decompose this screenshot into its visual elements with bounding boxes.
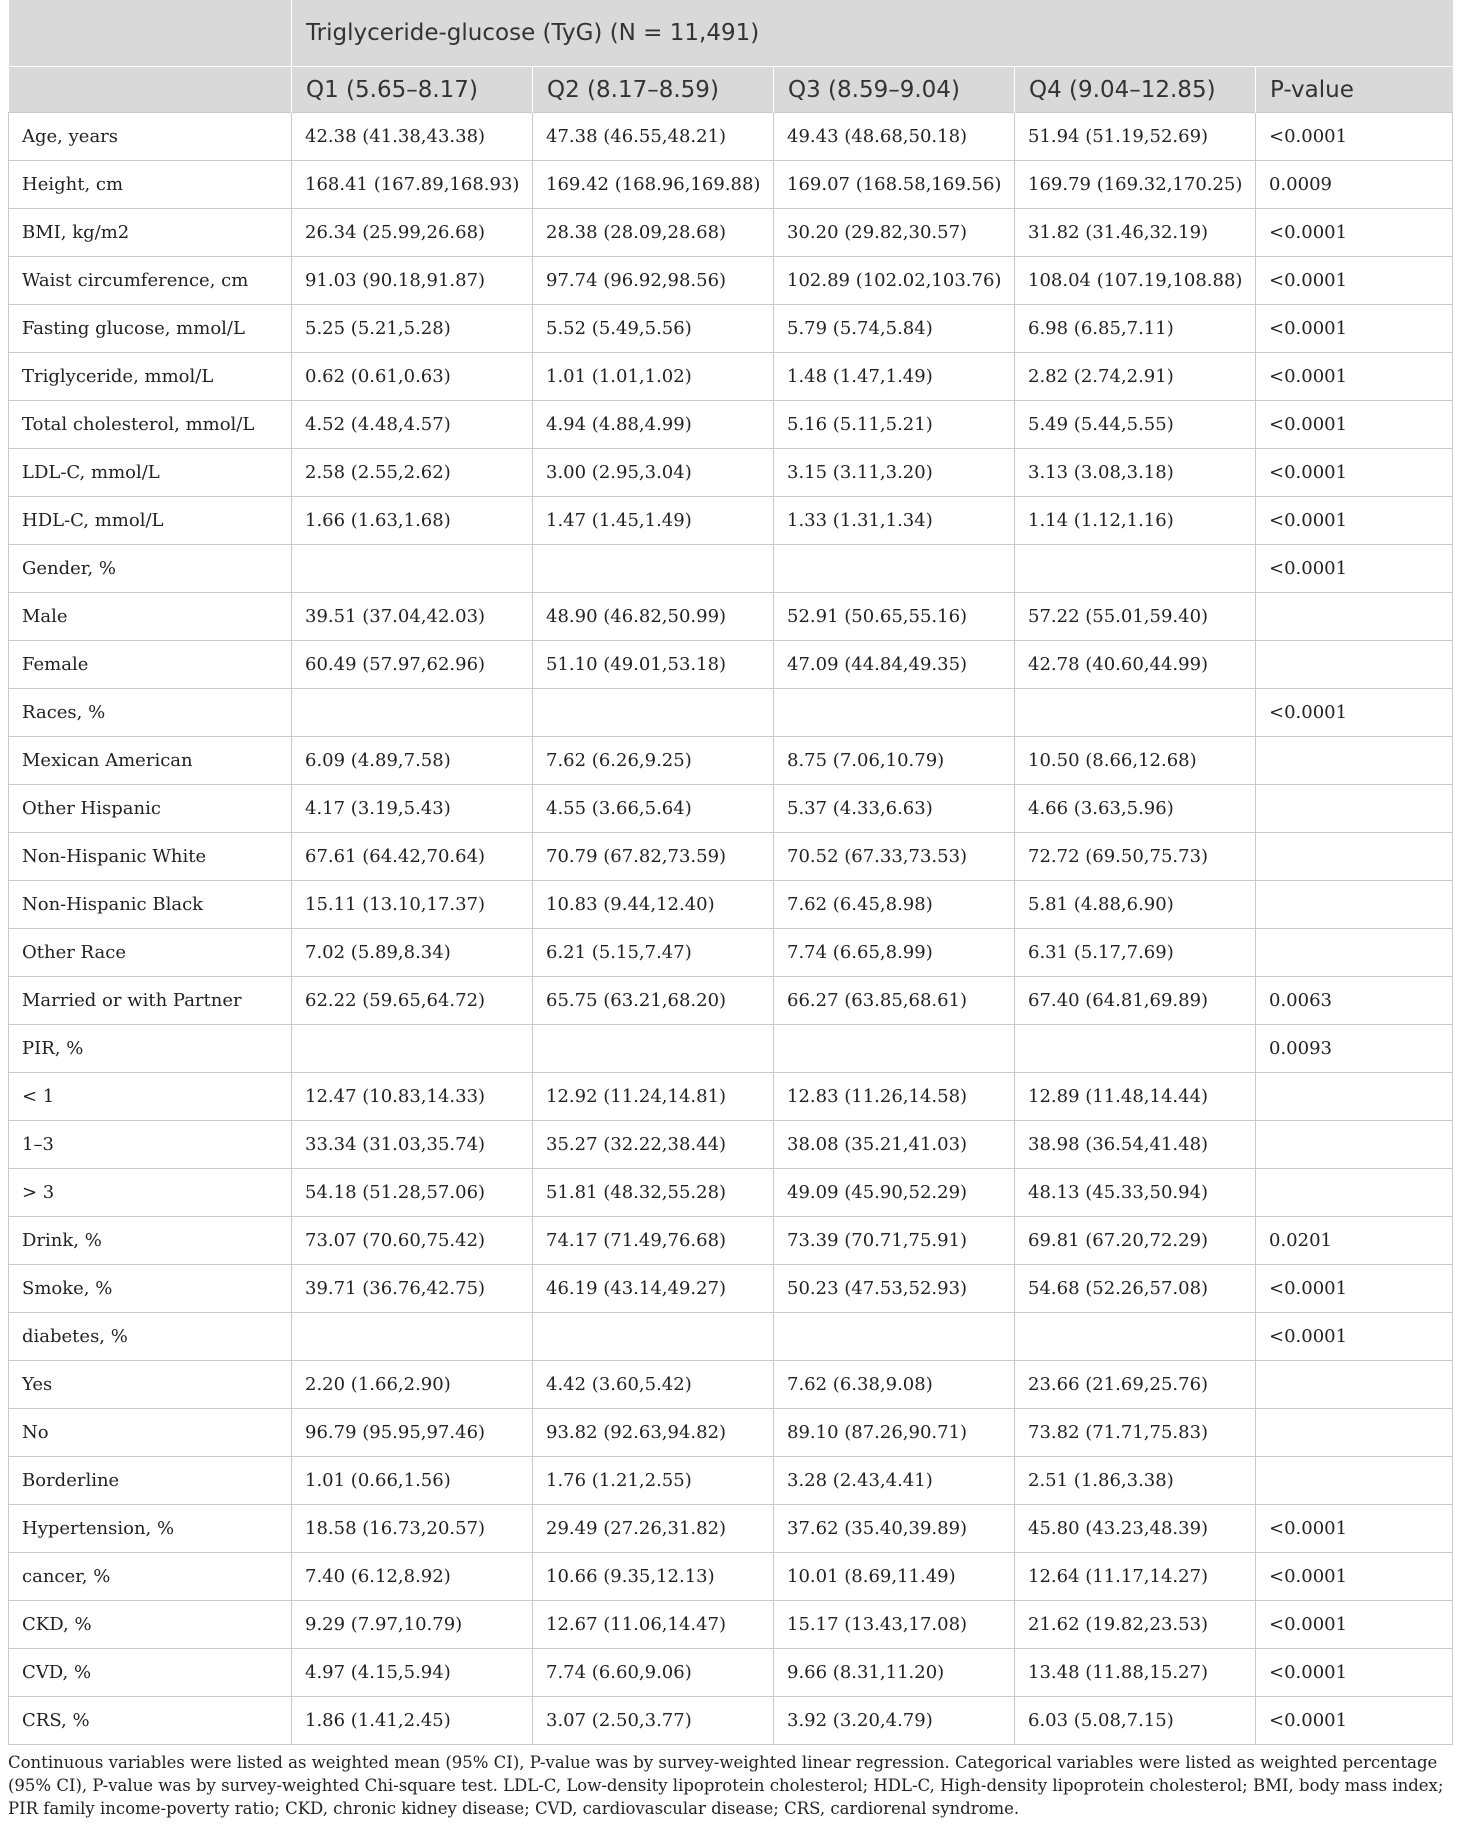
table-row — [9, 449, 1453, 497]
cell-q3: 7.62 (6.45,8.98) — [774, 881, 1015, 929]
cell-q3 — [774, 1025, 1015, 1073]
cell-q2: 4.94 (4.88,4.99) — [533, 401, 774, 449]
cell-q1: 7.02 (5.89,8.34) — [292, 929, 533, 977]
cell-q4: 5.49 (5.44,5.55) — [1015, 401, 1256, 449]
row-label: Yes — [9, 1361, 292, 1409]
group-header: Triglyceride-glucose (TyG) (N = 11,491) — [292, 0, 1453, 67]
row-label: Races, % — [9, 689, 292, 737]
cell-q3: 89.10 (87.26,90.71) — [774, 1409, 1015, 1457]
table-row — [9, 689, 1453, 737]
row-label: cancer, % — [9, 1553, 292, 1601]
cell-q3: 47.09 (44.84,49.35) — [774, 641, 1015, 689]
cell-p-value: <0.0001 — [1256, 401, 1453, 449]
row-label: HDL-C, mmol/L — [9, 497, 292, 545]
table-row — [9, 497, 1453, 545]
table-row — [9, 305, 1453, 353]
cell-q2: 46.19 (43.14,49.27) — [533, 1265, 774, 1313]
cell-q3: 70.52 (67.33,73.53) — [774, 833, 1015, 881]
cell-q4: 6.98 (6.85,7.11) — [1015, 305, 1256, 353]
cell-p-value: <0.0001 — [1256, 1697, 1453, 1745]
cell-q3: 5.16 (5.11,5.21) — [774, 401, 1015, 449]
cell-q2: 3.00 (2.95,3.04) — [533, 449, 774, 497]
row-label: Hypertension, % — [9, 1505, 292, 1553]
column-header-p-value: P-value — [1256, 67, 1453, 113]
row-label: Waist circumference, cm — [9, 257, 292, 305]
table-row — [9, 737, 1453, 785]
cell-q1: 62.22 (59.65,64.72) — [292, 977, 533, 1025]
table-row — [9, 1601, 1453, 1649]
cell-q4: 4.66 (3.63,5.96) — [1015, 785, 1256, 833]
cell-p-value — [1256, 929, 1453, 977]
cell-p-value — [1256, 1409, 1453, 1457]
cell-q2: 70.79 (67.82,73.59) — [533, 833, 774, 881]
row-label: CVD, % — [9, 1649, 292, 1697]
cell-q1: 4.97 (4.15,5.94) — [292, 1649, 533, 1697]
cell-q1: 54.18 (51.28,57.06) — [292, 1169, 533, 1217]
cell-q1: 15.11 (13.10,17.37) — [292, 881, 533, 929]
table-row — [9, 1073, 1453, 1121]
cell-q1: 1.86 (1.41,2.45) — [292, 1697, 533, 1745]
cell-q3: 49.43 (48.68,50.18) — [774, 113, 1015, 161]
table-row — [9, 1697, 1453, 1745]
cell-q1: 1.66 (1.63,1.68) — [292, 497, 533, 545]
row-label: Fasting glucose, mmol/L — [9, 305, 292, 353]
cell-q3: 3.28 (2.43,4.41) — [774, 1457, 1015, 1505]
row-label: Gender, % — [9, 545, 292, 593]
table-row — [9, 977, 1453, 1025]
cell-q3: 15.17 (13.43,17.08) — [774, 1601, 1015, 1649]
row-label: 1–3 — [9, 1121, 292, 1169]
cell-q4: 13.48 (11.88,15.27) — [1015, 1649, 1256, 1697]
table-row — [9, 401, 1453, 449]
cell-q2: 74.17 (71.49,76.68) — [533, 1217, 774, 1265]
cell-q3: 1.33 (1.31,1.34) — [774, 497, 1015, 545]
row-label: < 1 — [9, 1073, 292, 1121]
cell-q2 — [533, 689, 774, 737]
table-row — [9, 929, 1453, 977]
cell-q3: 7.62 (6.38,9.08) — [774, 1361, 1015, 1409]
cell-q4: 108.04 (107.19,108.88) — [1015, 257, 1256, 305]
cell-q4 — [1015, 1025, 1256, 1073]
cell-q2: 12.92 (11.24,14.81) — [533, 1073, 774, 1121]
column-header-row — [9, 67, 1453, 113]
cell-q4: 2.82 (2.74,2.91) — [1015, 353, 1256, 401]
row-label: Non-Hispanic Black — [9, 881, 292, 929]
table-footnote: Continuous variables were listed as weighted mean (95% CI), P-value was by survey-weighted linear regression. Categorical variables were listed as weighted percentage (95% CI), P-value was by survey-weighted Chi-square test. LDL-C, Low-density lipoprotein cholesterol; HDL-C, High-density lipoprotein cholesterol; BMI, body mass index; PIR family income-poverty ratio; CKD, chronic kidney disease; CVD, cardiovascular disease; CRS, cardiorenal syndrome. — [8, 1753, 1444, 1818]
cell-q1: 67.61 (64.42,70.64) — [292, 833, 533, 881]
cell-q1: 39.51 (37.04,42.03) — [292, 593, 533, 641]
cell-q2: 48.90 (46.82,50.99) — [533, 593, 774, 641]
cell-p-value: <0.0001 — [1256, 113, 1453, 161]
cell-q4: 51.94 (51.19,52.69) — [1015, 113, 1256, 161]
header-blank-cell — [9, 67, 292, 113]
cell-q1: 2.58 (2.55,2.62) — [292, 449, 533, 497]
cell-q1: 4.52 (4.48,4.57) — [292, 401, 533, 449]
cell-q2: 35.27 (32.22,38.44) — [533, 1121, 774, 1169]
cell-q4: 6.03 (5.08,7.15) — [1015, 1697, 1256, 1745]
cell-q1: 9.29 (7.97,10.79) — [292, 1601, 533, 1649]
cell-q2: 7.74 (6.60,9.06) — [533, 1649, 774, 1697]
table-row — [9, 641, 1453, 689]
row-label: BMI, kg/m2 — [9, 209, 292, 257]
cell-q2: 47.38 (46.55,48.21) — [533, 113, 774, 161]
cell-q1: 18.58 (16.73,20.57) — [292, 1505, 533, 1553]
row-label: diabetes, % — [9, 1313, 292, 1361]
cell-p-value: <0.0001 — [1256, 1601, 1453, 1649]
table-row — [9, 1553, 1453, 1601]
table-row — [9, 1361, 1453, 1409]
cell-p-value — [1256, 785, 1453, 833]
cell-q3: 7.74 (6.65,8.99) — [774, 929, 1015, 977]
cell-q3: 73.39 (70.71,75.91) — [774, 1217, 1015, 1265]
cell-q2: 4.42 (3.60,5.42) — [533, 1361, 774, 1409]
cell-q3: 52.91 (50.65,55.16) — [774, 593, 1015, 641]
cell-p-value: <0.0001 — [1256, 209, 1453, 257]
cell-p-value: 0.0009 — [1256, 161, 1453, 209]
row-label: Triglyceride, mmol/L — [9, 353, 292, 401]
cell-q4: 38.98 (36.54,41.48) — [1015, 1121, 1256, 1169]
table-row — [9, 1409, 1453, 1457]
table-row — [9, 257, 1453, 305]
cell-p-value: 0.0093 — [1256, 1025, 1453, 1073]
row-label: Drink, % — [9, 1217, 292, 1265]
cell-p-value: <0.0001 — [1256, 257, 1453, 305]
cell-q2: 6.21 (5.15,7.47) — [533, 929, 774, 977]
cell-q3: 12.83 (11.26,14.58) — [774, 1073, 1015, 1121]
cell-q3: 5.79 (5.74,5.84) — [774, 305, 1015, 353]
cell-q4: 169.79 (169.32,170.25) — [1015, 161, 1256, 209]
cell-q1: 96.79 (95.95,97.46) — [292, 1409, 533, 1457]
table-row — [9, 113, 1453, 161]
cell-q4: 31.82 (31.46,32.19) — [1015, 209, 1256, 257]
cell-q3: 10.01 (8.69,11.49) — [774, 1553, 1015, 1601]
cell-q2: 51.81 (48.32,55.28) — [533, 1169, 774, 1217]
cell-q2: 10.83 (9.44,12.40) — [533, 881, 774, 929]
cell-q4: 23.66 (21.69,25.76) — [1015, 1361, 1256, 1409]
cell-q4: 10.50 (8.66,12.68) — [1015, 737, 1256, 785]
cell-p-value: 0.0063 — [1256, 977, 1453, 1025]
row-label: Height, cm — [9, 161, 292, 209]
table-container — [8, 0, 1452, 1820]
cell-q4: 54.68 (52.26,57.08) — [1015, 1265, 1256, 1313]
cell-q4: 57.22 (55.01,59.40) — [1015, 593, 1256, 641]
row-label: Female — [9, 641, 292, 689]
cell-q1: 5.25 (5.21,5.28) — [292, 305, 533, 353]
cell-p-value — [1256, 737, 1453, 785]
row-label: Other Race — [9, 929, 292, 977]
cell-q2: 4.55 (3.66,5.64) — [533, 785, 774, 833]
cell-q1: 7.40 (6.12,8.92) — [292, 1553, 533, 1601]
cell-q4: 3.13 (3.08,3.18) — [1015, 449, 1256, 497]
table-row — [9, 1169, 1453, 1217]
cell-p-value: <0.0001 — [1256, 1649, 1453, 1697]
table-row — [9, 785, 1453, 833]
cell-q2: 93.82 (92.63,94.82) — [533, 1409, 774, 1457]
table-row — [9, 1505, 1453, 1553]
cell-q1: 42.38 (41.38,43.38) — [292, 113, 533, 161]
row-label: CKD, % — [9, 1601, 292, 1649]
cell-q3: 3.15 (3.11,3.20) — [774, 449, 1015, 497]
cell-p-value: 0.0201 — [1256, 1217, 1453, 1265]
cell-q1: 26.34 (25.99,26.68) — [292, 209, 533, 257]
cell-p-value — [1256, 1361, 1453, 1409]
cell-q4: 21.62 (19.82,23.53) — [1015, 1601, 1256, 1649]
cell-q2: 29.49 (27.26,31.82) — [533, 1505, 774, 1553]
row-label: Mexican American — [9, 737, 292, 785]
cell-p-value: <0.0001 — [1256, 1313, 1453, 1361]
header-blank-cell — [9, 0, 292, 67]
table-row — [9, 1025, 1453, 1073]
cell-p-value — [1256, 1457, 1453, 1505]
row-label: Borderline — [9, 1457, 292, 1505]
cell-q4: 12.89 (11.48,14.44) — [1015, 1073, 1256, 1121]
cell-q4: 73.82 (71.71,75.83) — [1015, 1409, 1256, 1457]
cell-q1 — [292, 1025, 533, 1073]
cell-q1: 12.47 (10.83,14.33) — [292, 1073, 533, 1121]
cell-q1: 1.01 (0.66,1.56) — [292, 1457, 533, 1505]
cell-q2: 65.75 (63.21,68.20) — [533, 977, 774, 1025]
cell-q2: 7.62 (6.26,9.25) — [533, 737, 774, 785]
row-label: Other Hispanic — [9, 785, 292, 833]
cell-q1 — [292, 689, 533, 737]
cell-q3: 37.62 (35.40,39.89) — [774, 1505, 1015, 1553]
table-row — [9, 353, 1453, 401]
cell-q2: 1.01 (1.01,1.02) — [533, 353, 774, 401]
cell-q4: 2.51 (1.86,3.38) — [1015, 1457, 1256, 1505]
cell-q3 — [774, 1313, 1015, 1361]
row-label: CRS, % — [9, 1697, 292, 1745]
cell-q1: 39.71 (36.76,42.75) — [292, 1265, 533, 1313]
cell-q4 — [1015, 1313, 1256, 1361]
cell-q4: 12.64 (11.17,14.27) — [1015, 1553, 1256, 1601]
cell-q3: 9.66 (8.31,11.20) — [774, 1649, 1015, 1697]
cell-q1: 73.07 (70.60,75.42) — [292, 1217, 533, 1265]
cell-p-value — [1256, 1169, 1453, 1217]
table-row — [9, 161, 1453, 209]
cell-q2: 3.07 (2.50,3.77) — [533, 1697, 774, 1745]
column-header-q3: Q3 (8.59–9.04) — [774, 67, 1015, 113]
cell-p-value — [1256, 641, 1453, 689]
cell-q4 — [1015, 689, 1256, 737]
cell-p-value: <0.0001 — [1256, 353, 1453, 401]
cell-q2 — [533, 1313, 774, 1361]
table-row — [9, 833, 1453, 881]
cell-q4 — [1015, 545, 1256, 593]
cell-q3 — [774, 545, 1015, 593]
row-label: PIR, % — [9, 1025, 292, 1073]
cell-p-value — [1256, 833, 1453, 881]
table-row — [9, 1217, 1453, 1265]
cell-p-value: <0.0001 — [1256, 545, 1453, 593]
cell-q2: 5.52 (5.49,5.56) — [533, 305, 774, 353]
cell-p-value — [1256, 1121, 1453, 1169]
baseline-characteristics-table — [8, 0, 1453, 1745]
cell-q1: 0.62 (0.61,0.63) — [292, 353, 533, 401]
table-row — [9, 1313, 1453, 1361]
cell-q2: 12.67 (11.06,14.47) — [533, 1601, 774, 1649]
table-row — [9, 593, 1453, 641]
cell-q2: 169.42 (168.96,169.88) — [533, 161, 774, 209]
cell-q4: 5.81 (4.88,6.90) — [1015, 881, 1256, 929]
cell-q3: 5.37 (4.33,6.63) — [774, 785, 1015, 833]
row-label: Married or with Partner — [9, 977, 292, 1025]
cell-q3: 1.48 (1.47,1.49) — [774, 353, 1015, 401]
cell-p-value — [1256, 881, 1453, 929]
cell-q1 — [292, 1313, 533, 1361]
cell-q4: 67.40 (64.81,69.89) — [1015, 977, 1256, 1025]
column-header-q4: Q4 (9.04–12.85) — [1015, 67, 1256, 113]
column-header-q1: Q1 (5.65–8.17) — [292, 67, 533, 113]
cell-q1: 91.03 (90.18,91.87) — [292, 257, 533, 305]
cell-q1: 60.49 (57.97,62.96) — [292, 641, 533, 689]
cell-q4: 72.72 (69.50,75.73) — [1015, 833, 1256, 881]
table-row — [9, 1121, 1453, 1169]
cell-q3: 49.09 (45.90,52.29) — [774, 1169, 1015, 1217]
cell-p-value — [1256, 593, 1453, 641]
cell-q3 — [774, 689, 1015, 737]
cell-q1: 2.20 (1.66,2.90) — [292, 1361, 533, 1409]
cell-q3: 102.89 (102.02,103.76) — [774, 257, 1015, 305]
row-label: LDL-C, mmol/L — [9, 449, 292, 497]
cell-p-value: <0.0001 — [1256, 449, 1453, 497]
cell-p-value: <0.0001 — [1256, 1265, 1453, 1313]
table-row — [9, 881, 1453, 929]
cell-q3: 50.23 (47.53,52.93) — [774, 1265, 1015, 1313]
cell-q2 — [533, 1025, 774, 1073]
cell-q1: 6.09 (4.89,7.58) — [292, 737, 533, 785]
cell-q3: 38.08 (35.21,41.03) — [774, 1121, 1015, 1169]
row-label: Age, years — [9, 113, 292, 161]
cell-p-value: <0.0001 — [1256, 689, 1453, 737]
cell-p-value: <0.0001 — [1256, 1553, 1453, 1601]
cell-q2: 1.76 (1.21,2.55) — [533, 1457, 774, 1505]
row-label: Total cholesterol, mmol/L — [9, 401, 292, 449]
cell-q2: 1.47 (1.45,1.49) — [533, 497, 774, 545]
cell-q1 — [292, 545, 533, 593]
table-row — [9, 209, 1453, 257]
cell-q3: 3.92 (3.20,4.79) — [774, 1697, 1015, 1745]
cell-q3: 30.20 (29.82,30.57) — [774, 209, 1015, 257]
cell-q4: 69.81 (67.20,72.29) — [1015, 1217, 1256, 1265]
cell-p-value: <0.0001 — [1256, 305, 1453, 353]
cell-q3: 169.07 (168.58,169.56) — [774, 161, 1015, 209]
cell-q4: 42.78 (40.60,44.99) — [1015, 641, 1256, 689]
column-header-q2: Q2 (8.17–8.59) — [533, 67, 774, 113]
cell-q2: 97.74 (96.92,98.56) — [533, 257, 774, 305]
cell-q2: 51.10 (49.01,53.18) — [533, 641, 774, 689]
table-body — [9, 113, 1453, 1745]
cell-q1: 33.34 (31.03,35.74) — [292, 1121, 533, 1169]
group-header-row — [9, 0, 1453, 67]
table-row — [9, 545, 1453, 593]
row-label: No — [9, 1409, 292, 1457]
cell-q4: 48.13 (45.33,50.94) — [1015, 1169, 1256, 1217]
cell-q2: 28.38 (28.09,28.68) — [533, 209, 774, 257]
table-row — [9, 1457, 1453, 1505]
cell-q3: 8.75 (7.06,10.79) — [774, 737, 1015, 785]
row-label: > 3 — [9, 1169, 292, 1217]
cell-q3: 66.27 (63.85,68.61) — [774, 977, 1015, 1025]
cell-q4: 1.14 (1.12,1.16) — [1015, 497, 1256, 545]
cell-q2 — [533, 545, 774, 593]
table-row — [9, 1649, 1453, 1697]
table-row — [9, 1265, 1453, 1313]
cell-p-value — [1256, 1073, 1453, 1121]
cell-q2: 10.66 (9.35,12.13) — [533, 1553, 774, 1601]
row-label: Male — [9, 593, 292, 641]
cell-q1: 4.17 (3.19,5.43) — [292, 785, 533, 833]
row-label: Non-Hispanic White — [9, 833, 292, 881]
cell-p-value: <0.0001 — [1256, 497, 1453, 545]
row-label: Smoke, % — [9, 1265, 292, 1313]
cell-q4: 6.31 (5.17,7.69) — [1015, 929, 1256, 977]
cell-q1: 168.41 (167.89,168.93) — [292, 161, 533, 209]
cell-p-value: <0.0001 — [1256, 1505, 1453, 1553]
cell-q4: 45.80 (43.23,48.39) — [1015, 1505, 1256, 1553]
